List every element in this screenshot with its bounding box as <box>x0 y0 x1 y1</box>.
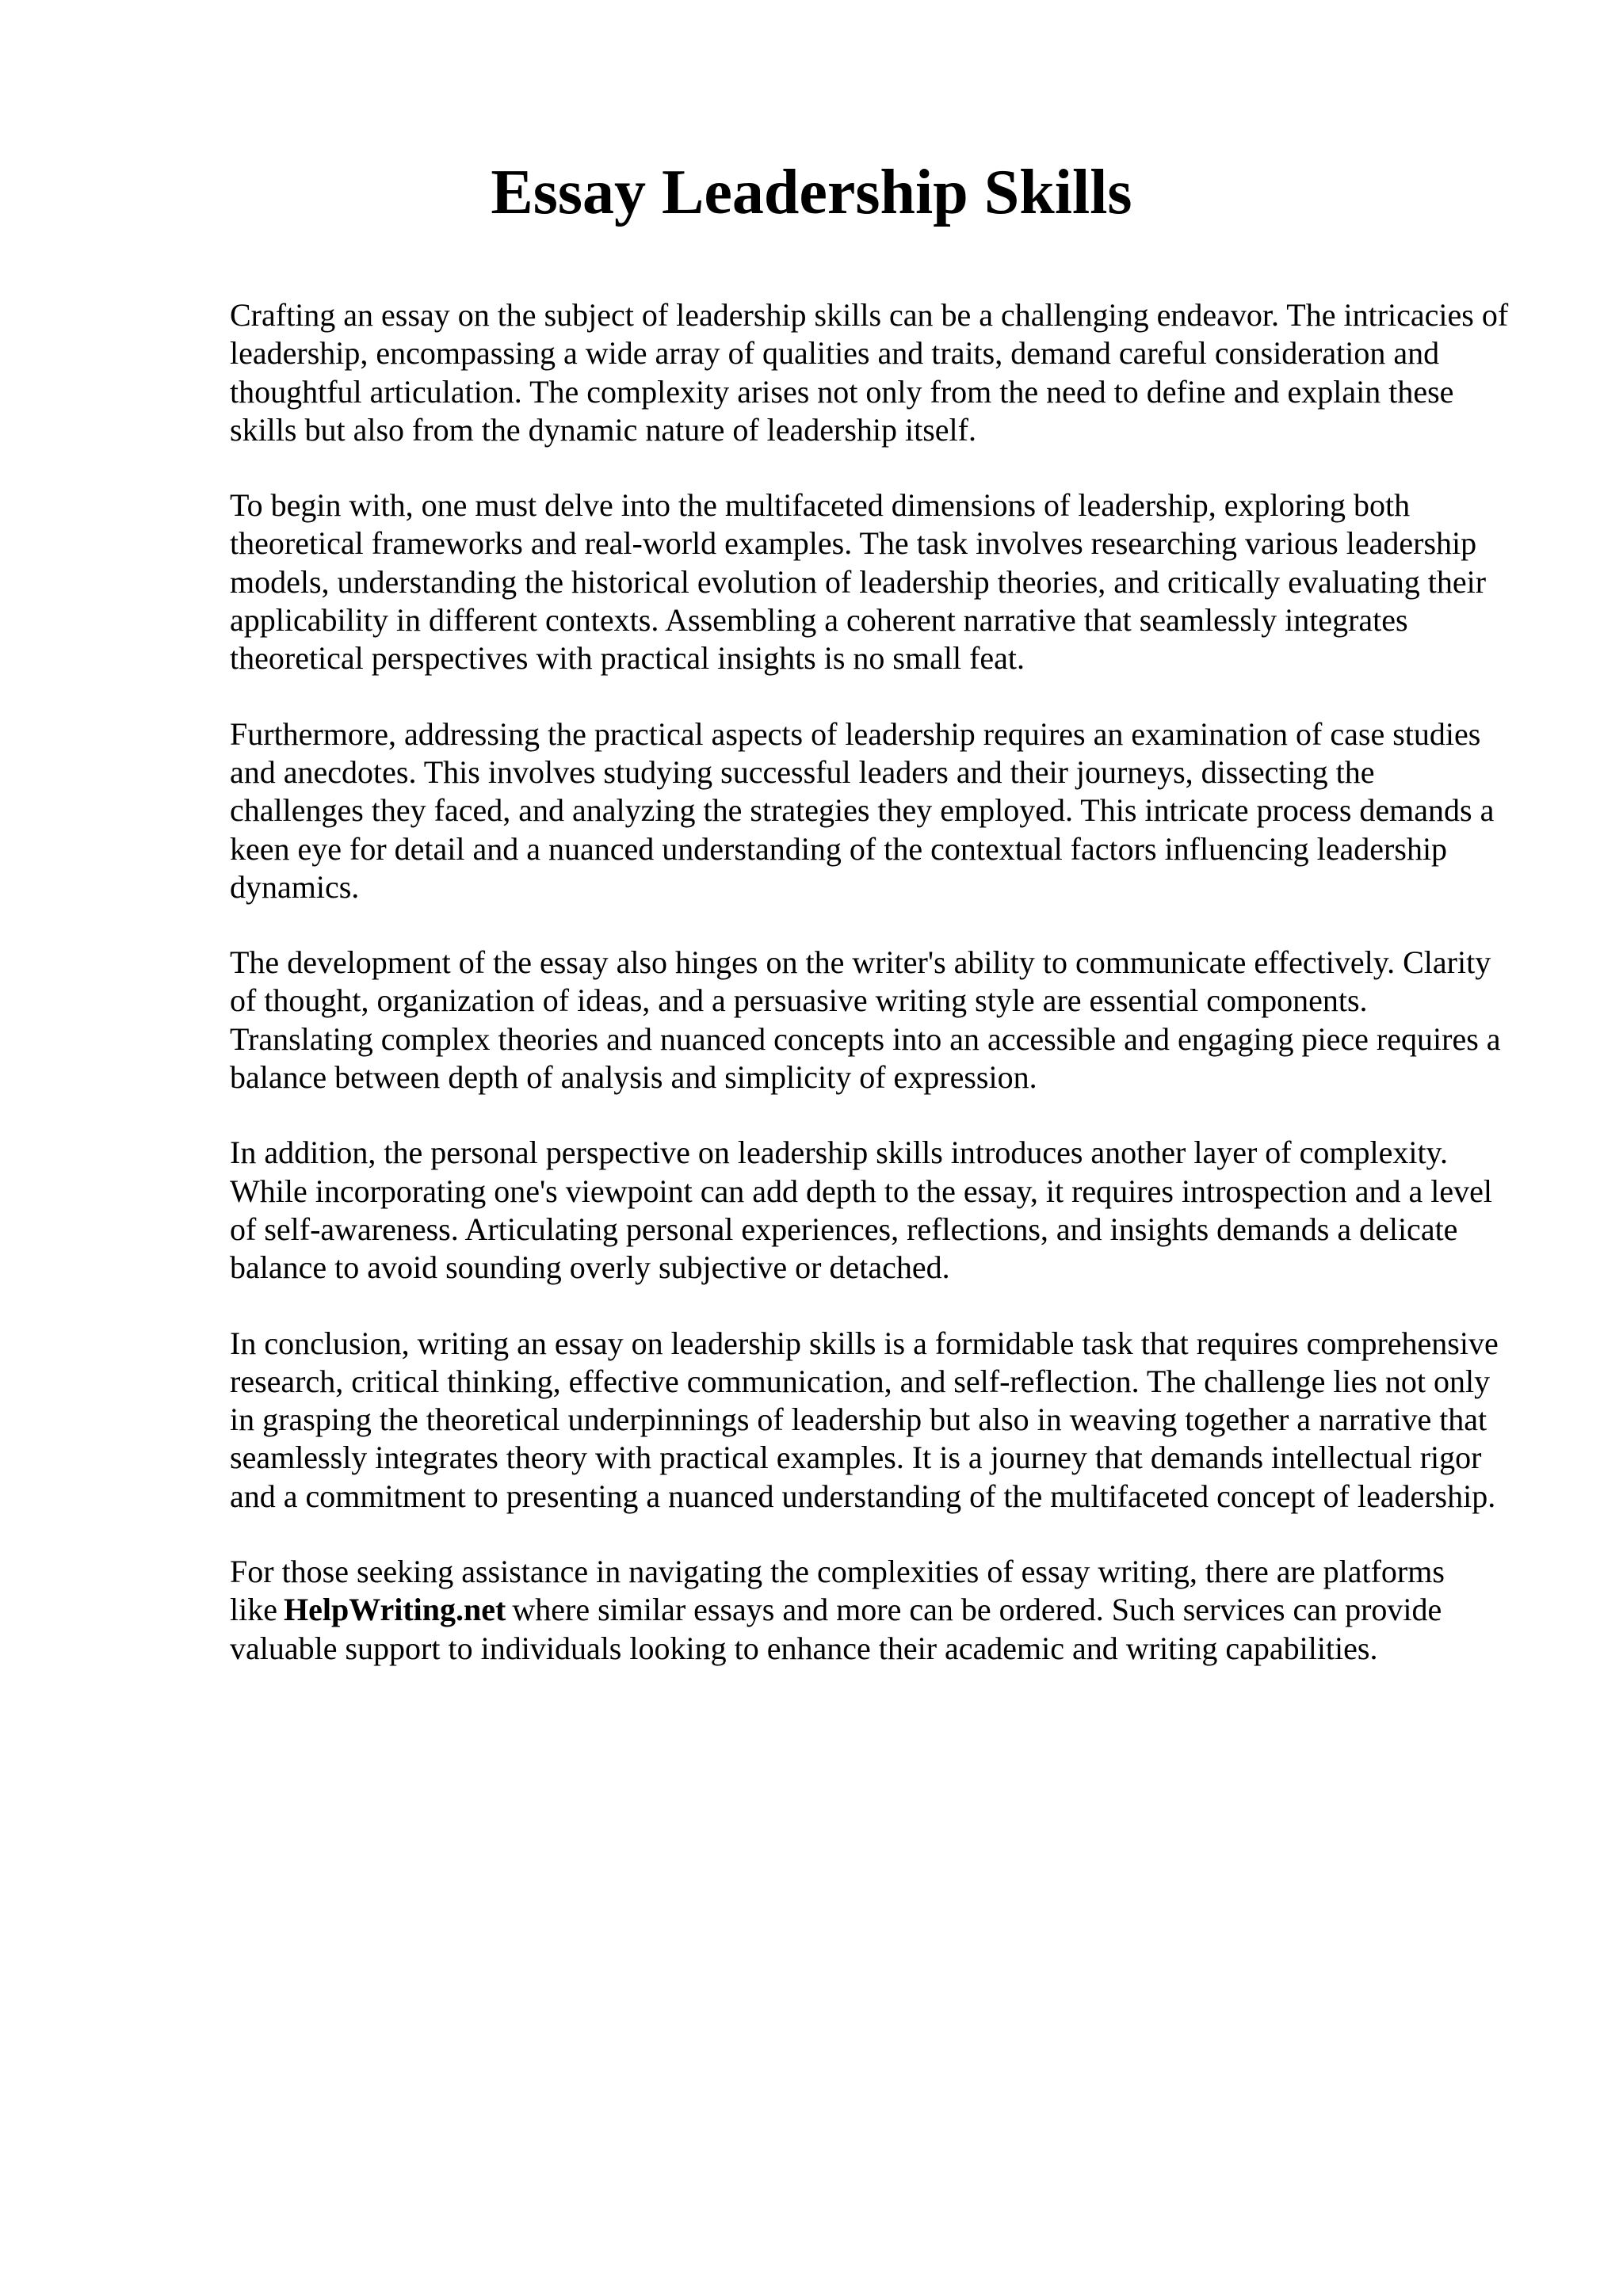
paragraph-development: The development of the essay also hinges on the writer's ability to communicate effectively. Clarity of thought, organization of ideas, and a persuasive writing style are essential components. Translating complex theories and nuanced concepts into an accessible and engaging piece requires a balance between depth of analysis and simplicity of expression. <box>230 944 1501 1096</box>
document-title: Essay Leadership Skills <box>491 158 1132 227</box>
document-body <box>230 296 1514 1705</box>
paragraph-dimensions: To begin with, one must delve into the multifaceted dimensions of leadership, exploring both theoretical frameworks and real-world examples. The task involves researching various leadership models, understanding the historical evolution of leadership theories, and critically evaluating their applicability in different contexts. Assembling a coherent narrative that seamlessly integrates theoretical perspectives with practical insights is no small feat. <box>230 487 1487 677</box>
paragraph-intro: Crafting an essay on the subject of leadership skills can be a challenging endeavor. The intricacies of leadership, encompassing a wide array of qualities and traits, demand careful consideration and thoughtful articulation. The complexity arises not only from the need to define and explain these skills but also from the dynamic nature of leadership itself. <box>230 297 1509 448</box>
paragraph-conclusion: In conclusion, writing an essay on leadership skills is a formidable task that requires comprehensive research, critical thinking, effective communication, and self-reflection. The challenge lies not only in grasping the theoretical underpinnings of leadership but also in weaving together a narrative that seamlessly integrates theory with practical examples. It is a journey that demands intellectual rigor and a commitment to presenting a nuanced understanding of the multifaceted concept of leadership. <box>230 1325 1499 1514</box>
closing-text-after: where similar essays and more can be ordered. Such services can provide valuable support to individuals looking to enhance their academic and writing capabilities. <box>230 1592 1442 1666</box>
paragraph-practical-aspects: Furthermore, addressing the practical aspects of leadership requires an examination of case studies and anecdotes. This involves studying successful leaders and their journeys, dissecting the challenges they faced, and analyzing the strategies they employed. This intricate process demands a keen eye for detail and a nuanced understanding of the contextual factors influencing leadership dynamics. <box>230 715 1495 905</box>
closing-text-before: For those seeking assistance in navigating the complexities of essay writing, there are platforms like <box>230 1554 1445 1628</box>
helpwriting-link[interactable]: HelpWriting.net <box>283 1592 506 1628</box>
paragraph-closing <box>230 1553 1514 1668</box>
paragraph-personal-perspective: In addition, the personal perspective on leadership skills introduces another layer of complexity. While incorporating one's viewpoint can add depth to the essay, it requires introspection and a level of self-awareness. Articulating personal experiences, reflections, and insights demands a delicate balance to avoid sounding overly subjective or detached. <box>230 1135 1493 1286</box>
